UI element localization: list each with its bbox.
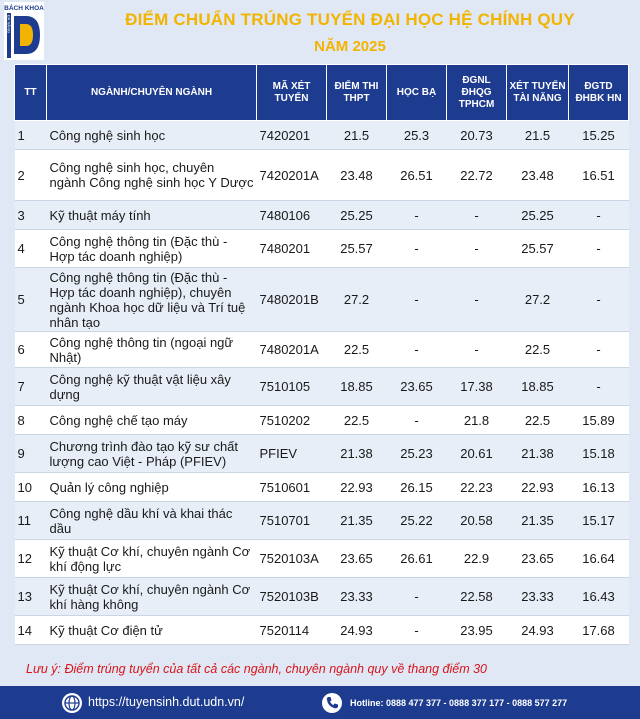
row-major: Kỹ thuật Cơ điện tử [47,616,257,645]
row-dgtd: - [569,332,629,368]
row-hocba: 26.61 [387,540,447,578]
row-dgtd: 15.25 [569,121,629,150]
row-thpt: 21.35 [327,502,387,540]
row-thpt: 23.48 [327,150,387,201]
table-row [15,473,629,502]
row-tainang: 21.5 [507,121,569,150]
row-dgtd: 16.64 [569,540,629,578]
row-code: 7520114 [257,616,327,645]
row-code: 7420201A [257,150,327,201]
row-dgtd: 17.68 [569,616,629,645]
logo-top-text: BÁCH KHOA [4,5,44,12]
row-tt: 11 [15,502,47,540]
row-thpt: 22.5 [327,332,387,368]
row-code: 7480201A [257,332,327,368]
row-hocba: - [387,268,447,332]
row-thpt: 25.57 [327,230,387,268]
row-hocba: 26.51 [387,150,447,201]
phone-icon [322,693,342,713]
row-dgnl: 20.73 [447,121,507,150]
row-thpt: 21.5 [327,121,387,150]
row-hocba: - [387,332,447,368]
row-major: Kỹ thuật máy tính [47,201,257,230]
row-thpt: 22.5 [327,406,387,435]
row-code: 7420201 [257,121,327,150]
row-dgnl: - [447,201,507,230]
website-link[interactable]: https://tuyensinh.dut.udn.vn/ [88,695,245,709]
row-code: 7480106 [257,201,327,230]
row-tt: 2 [15,150,47,201]
row-major: Công nghệ sinh học [47,121,257,150]
table-row [15,150,629,201]
col-header-tt: TT [15,65,47,121]
row-tt: 14 [15,616,47,645]
row-major: Công nghệ chế tạo máy [47,406,257,435]
footer-bar [0,686,640,719]
row-tainang: 21.35 [507,502,569,540]
row-dgtd: 15.17 [569,502,629,540]
row-tt: 1 [15,121,47,150]
row-dgtd: - [569,201,629,230]
row-major: Chương trình đào tạo kỹ sư chất lượng cao Việt - Pháp (PFIEV) [47,435,257,473]
row-tainang: 25.57 [507,230,569,268]
row-thpt: 18.85 [327,368,387,406]
row-hocba: 23.65 [387,368,447,406]
row-tainang: 22.93 [507,473,569,502]
row-tt: 7 [15,368,47,406]
row-major: Công nghệ thông tin (ngoại ngữ Nhật) [47,332,257,368]
table-row [15,268,629,332]
logo-side-text: ĐÀ NẴNG [6,14,12,34]
row-major: Kỹ thuật Cơ khí, chuyên ngành Cơ khí hàng không [47,578,257,616]
globe-icon [62,693,82,713]
row-thpt: 23.33 [327,578,387,616]
footnote: Lưu ý: Điểm trúng tuyển của tất cả các ngành, chuyên ngành quy về thang điểm 30 [26,662,487,676]
row-tainang: 24.93 [507,616,569,645]
row-code: 7520103B [257,578,327,616]
row-dgtd: 16.43 [569,578,629,616]
row-thpt: 25.25 [327,201,387,230]
row-major: Công nghệ thông tin (Đặc thù - Hợp tác doanh nghiệp) [47,230,257,268]
university-logo [4,2,44,60]
table-row [15,540,629,578]
row-major: Công nghệ thông tin (Đặc thù - Hợp tác doanh nghiệp), chuyên ngành Khoa học dữ liệu và Trí tuệ nhân tạo [47,268,257,332]
row-tainang: 23.65 [507,540,569,578]
row-tt: 12 [15,540,47,578]
row-tainang: 21.38 [507,435,569,473]
row-hocba: - [387,406,447,435]
row-dgtd: 15.18 [569,435,629,473]
row-thpt: 22.93 [327,473,387,502]
table-row [15,502,629,540]
table-row [15,368,629,406]
row-tainang: 18.85 [507,368,569,406]
row-tainang: 23.48 [507,150,569,201]
row-code: PFIEV [257,435,327,473]
row-dgtd: - [569,230,629,268]
row-thpt: 24.93 [327,616,387,645]
row-major: Công nghệ dầu khí và khai thác dầu [47,502,257,540]
row-hocba: - [387,578,447,616]
table-row [15,578,629,616]
row-hocba: - [387,230,447,268]
table-row [15,230,629,268]
row-dgnl: - [447,332,507,368]
table-row [15,201,629,230]
row-hocba: 25.23 [387,435,447,473]
row-tt: 13 [15,578,47,616]
row-dgnl: 17.38 [447,368,507,406]
table-row [15,406,629,435]
row-tainang: 23.33 [507,578,569,616]
row-dgnl: 20.61 [447,435,507,473]
page-subtitle: NĂM 2025 [314,38,386,55]
row-major: Kỹ thuật Cơ khí, chuyên ngành Cơ khí động lực [47,540,257,578]
row-major: Công nghệ sinh học, chuyên ngành Công nghệ sinh học Y Dược [47,150,257,201]
header [0,0,640,64]
row-code: 7510105 [257,368,327,406]
row-dgnl: 22.72 [447,150,507,201]
row-tainang: 25.25 [507,201,569,230]
row-dgtd: - [569,368,629,406]
row-code: 7480201B [257,268,327,332]
row-code: 7510601 [257,473,327,502]
page-title: ĐIỂM CHUẨN TRÚNG TUYỂN ĐẠI HỌC HỆ CHÍNH QUY [125,10,575,29]
row-dgnl: - [447,268,507,332]
table-row [15,616,629,645]
row-hocba: 25.22 [387,502,447,540]
row-code: 7510202 [257,406,327,435]
col-header-major: NGÀNH/CHUYÊN NGÀNH [47,65,257,121]
row-major: Quản lý công nghiệp [47,473,257,502]
col-header-tainang: XÉT TUYỂN TÀI NĂNG [507,65,569,121]
table-row [15,435,629,473]
table-row [15,332,629,368]
row-dgtd: 15.89 [569,406,629,435]
row-tt: 8 [15,406,47,435]
row-thpt: 27.2 [327,268,387,332]
row-hocba: - [387,201,447,230]
row-tt: 9 [15,435,47,473]
row-code: 7520103A [257,540,327,578]
row-dgnl: - [447,230,507,268]
row-tt: 6 [15,332,47,368]
row-code: 7480201 [257,230,327,268]
row-thpt: 23.65 [327,540,387,578]
row-dgnl: 21.8 [447,406,507,435]
row-tt: 3 [15,201,47,230]
row-hocba: 25.3 [387,121,447,150]
row-hocba: - [387,616,447,645]
row-major: Công nghệ kỹ thuật vật liệu xây dựng [47,368,257,406]
table-header-row [15,65,629,121]
row-tainang: 22.5 [507,332,569,368]
row-thpt: 21.38 [327,435,387,473]
col-header-dgnl: ĐGNL ĐHQG TPHCM [447,65,507,121]
col-header-code: MÃ XÉT TUYỂN [257,65,327,121]
row-dgnl: 23.95 [447,616,507,645]
admission-score-table [14,64,629,645]
col-header-dgtd: ĐGTD ĐHBK HN [569,65,629,121]
table-row [15,121,629,150]
row-hocba: 26.15 [387,473,447,502]
row-dgtd: 16.51 [569,150,629,201]
row-tt: 5 [15,268,47,332]
row-dgtd: 16.13 [569,473,629,502]
row-tainang: 22.5 [507,406,569,435]
row-code: 7510701 [257,502,327,540]
hotline-text[interactable]: Hotline: 0888 477 377 - 0888 377 177 - 0888 577 277 [350,698,568,708]
row-tainang: 27.2 [507,268,569,332]
col-header-thpt: ĐIỂM THI THPT [327,65,387,121]
row-dgnl: 22.9 [447,540,507,578]
row-dgtd: - [569,268,629,332]
row-tt: 10 [15,473,47,502]
row-dgnl: 20.58 [447,502,507,540]
col-header-hocba: HỌC BẠ [387,65,447,121]
row-tt: 4 [15,230,47,268]
row-dgnl: 22.23 [447,473,507,502]
row-dgnl: 22.58 [447,578,507,616]
